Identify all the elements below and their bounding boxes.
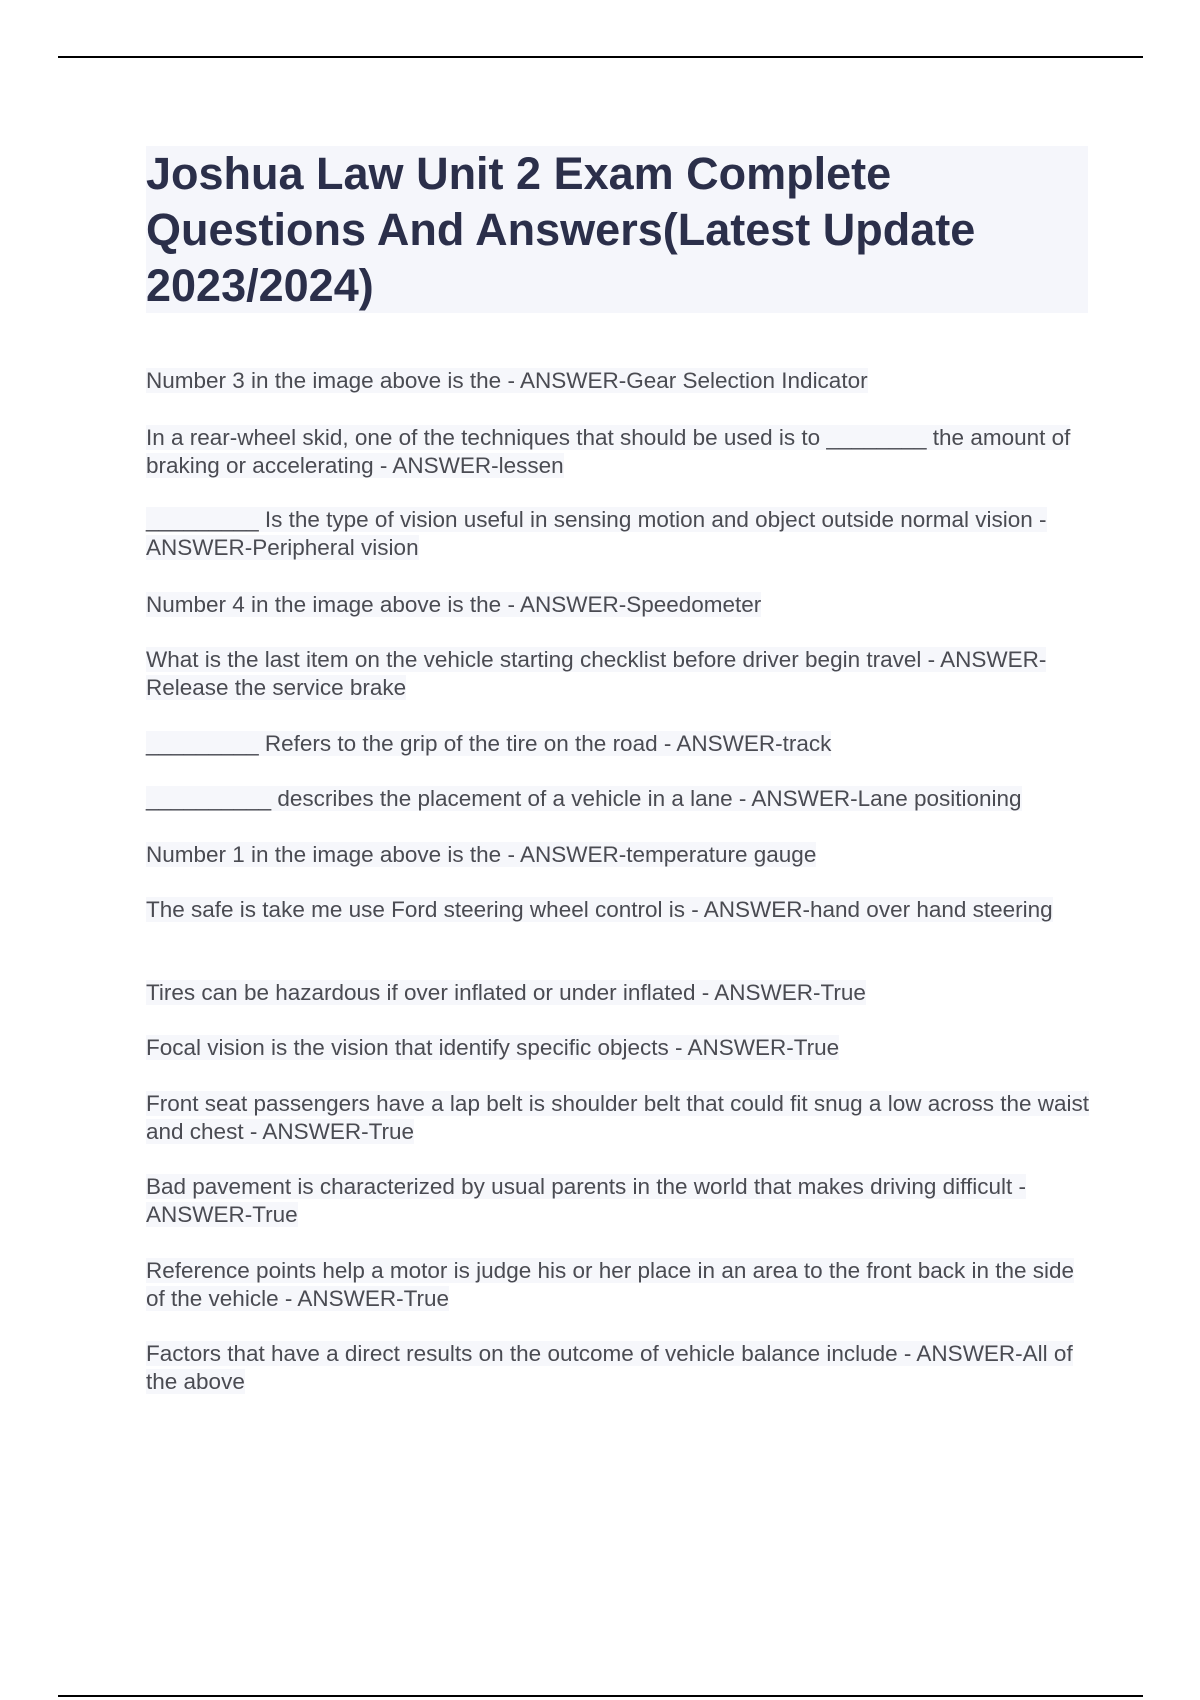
qa-item-text: The safe is take me use Ford steering wheel control is - ANSWER-hand over hand steering xyxy=(146,897,1053,922)
qa-item xyxy=(146,841,1096,869)
qa-item xyxy=(146,979,1096,1007)
qa-item-text: Reference points help a motor is judge his or her place in an area to the front back in the side of the vehicle - ANSWER-True xyxy=(146,1258,1075,1311)
qa-item-text: Number 1 in the image above is the - ANSWER-temperature gauge xyxy=(146,842,817,867)
qa-item-text: Number 3 in the image above is the - ANSWER-Gear Selection Indicator xyxy=(146,368,868,393)
qa-item xyxy=(146,785,1096,813)
qa-item xyxy=(146,896,1096,924)
qa-item xyxy=(146,506,1096,562)
qa-item xyxy=(146,367,1096,395)
qa-item-text: In a rear-wheel skid, one of the techniques that should be used is to ________ the amount of braking or accelerating - ANSWER-lessen xyxy=(146,425,1071,478)
qa-item-text: Front seat passengers have a lap belt is shoulder belt that could fit snug a low across the waist and chest - ANSWER-True xyxy=(146,1091,1090,1144)
qa-item xyxy=(146,1340,1096,1396)
qa-item xyxy=(146,1090,1096,1146)
qa-item-text: __________ describes the placement of a vehicle in a lane - ANSWER-Lane positioning xyxy=(146,786,1022,811)
qa-item-text: Tires can be hazardous if over inflated or under inflated - ANSWER-True xyxy=(146,980,866,1005)
qa-item xyxy=(146,1257,1096,1313)
qa-item xyxy=(146,591,1096,619)
qa-item-text: Focal vision is the vision that identify specific objects - ANSWER-True xyxy=(146,1035,840,1060)
title-block xyxy=(146,146,1088,313)
top-divider xyxy=(58,56,1143,58)
bottom-divider xyxy=(58,1695,1143,1697)
qa-item xyxy=(146,1034,1096,1062)
qa-item xyxy=(146,424,1096,480)
document-title: Joshua Law Unit 2 Exam Complete Questions And Answers(Latest Update 2023/2024) xyxy=(146,148,976,311)
qa-item xyxy=(146,1173,1096,1229)
qa-item-text: _________ Refers to the grip of the tire on the road - ANSWER-track xyxy=(146,731,832,756)
qa-item-text: Number 4 in the image above is the - ANSWER-Speedometer xyxy=(146,592,762,617)
qa-item xyxy=(146,646,1096,702)
qa-item-text: Factors that have a direct results on the outcome of vehicle balance include - ANSWER-All of the above xyxy=(146,1341,1073,1394)
qa-item xyxy=(146,730,1096,758)
qa-item-text: Bad pavement is characterized by usual parents in the world that makes driving difficult - ANSWER-True xyxy=(146,1174,1027,1227)
qa-item-text: What is the last item on the vehicle starting checklist before driver begin travel - ANSWER-Release the service brake xyxy=(146,647,1047,700)
qa-item-text: _________ Is the type of vision useful in sensing motion and object outside normal vision - ANSWER-Peripheral vision xyxy=(146,507,1047,560)
